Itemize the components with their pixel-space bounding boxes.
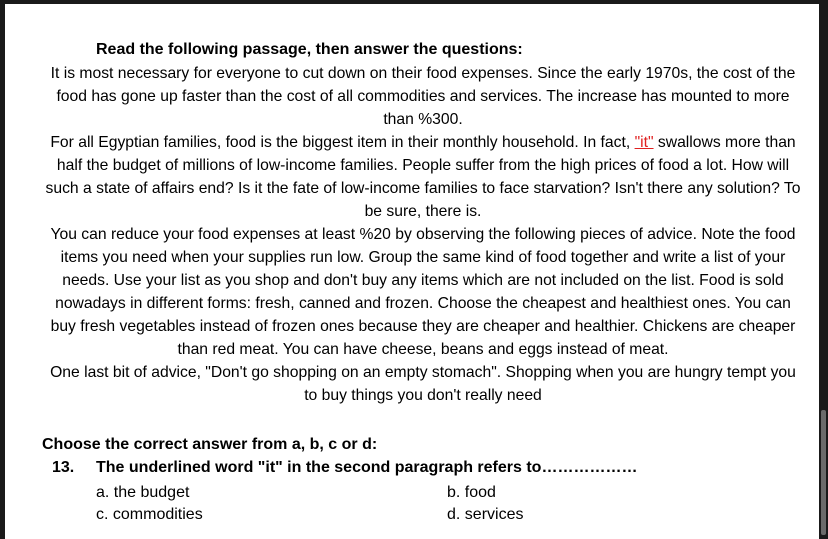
- passage-heading: Read the following passage, then answer the questions:: [96, 41, 523, 58]
- option-d[interactable]: d. services: [447, 506, 524, 523]
- scrollbar-thumb[interactable]: [821, 410, 826, 535]
- paragraph-2: [44, 131, 802, 223]
- paragraph-4: One last bit of advice, "Don't go shopping on an empty stomach". Shopping when you are hungry tempt you to buy things you don't really need: [50, 364, 796, 404]
- window-frame-left: [0, 0, 5, 539]
- option-c[interactable]: c. commodities: [96, 506, 203, 523]
- question-number: 13.: [52, 459, 75, 476]
- paragraph-1: It is most necessary for everyone to cut down on their food expenses. Since the early 1970s, the cost of the food has gone up faster than the cost of all commodities and services. The increase has mounted to more than %300.: [50, 65, 796, 128]
- question-text: The underlined word "it" in the second paragraph refers to………………: [96, 459, 638, 476]
- question-instruction: Choose the correct answer from a, b, c or d:: [42, 436, 378, 453]
- underlined-word-it: "it": [634, 134, 654, 151]
- option-a[interactable]: a. the budget: [96, 484, 190, 501]
- option-b[interactable]: b. food: [447, 484, 496, 501]
- scrollbar-track[interactable]: [819, 0, 828, 539]
- paragraph-2-start: For all Egyptian families, food is the biggest item in their monthly household. In fact,: [50, 134, 635, 151]
- reading-passage: [44, 62, 802, 407]
- question-13: [52, 459, 637, 477]
- paragraph-3: You can reduce your food expenses at least %20 by observing the following pieces of advice. Note the food items you need when your supplies run low. Group the same kind of food together and write a list of your needs. Use your list as you shop and don't buy any items which are not included on the list. Food is sold nowadays in different forms: fresh, canned and frozen. Choose the cheapest and healthiest ones. You can buy fresh vegetables instead of frozen ones because they are cheaper and healthier. Chickens are cheaper than red meat. You can have cheese, beans and eggs instead of meat.: [50, 226, 796, 358]
- window-frame-top: [0, 0, 828, 4]
- paragraph-2-end: swallows more than half the budget of millions of low-income families. People suffer from the high prices of food a lot. How will such a state of affairs end? Is it the fate of low-income families to face starvation? Isn't there any solution? To be sure, there is.: [45, 134, 801, 220]
